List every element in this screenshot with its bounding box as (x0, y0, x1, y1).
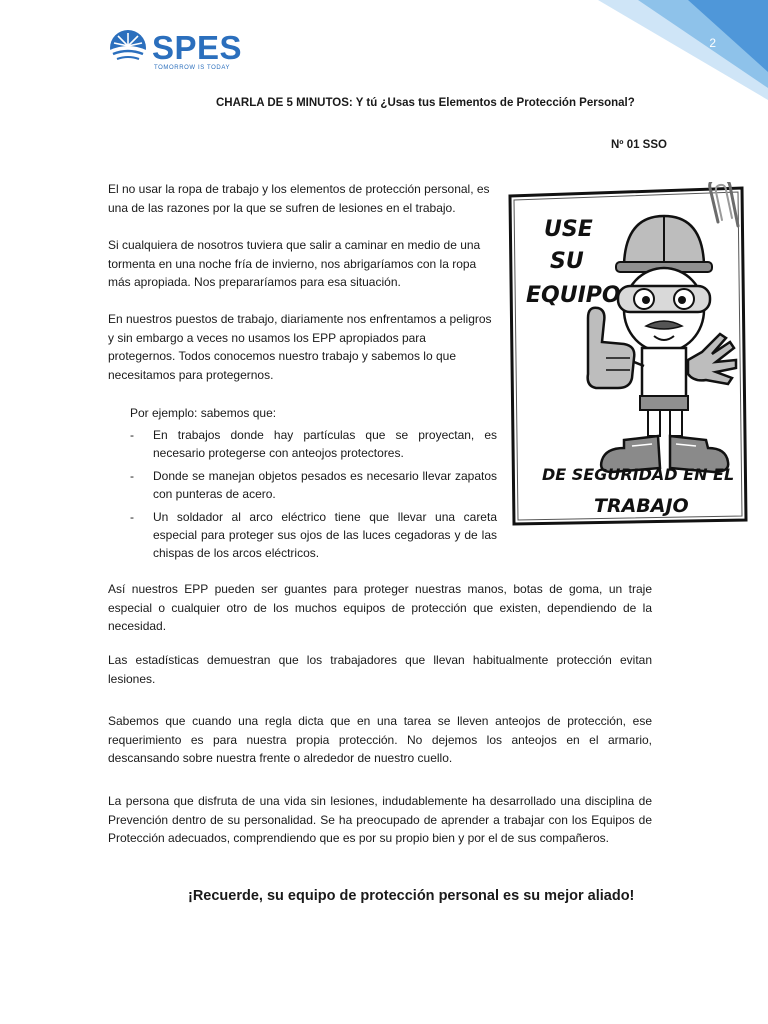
poster-text-line3: EQUIPO (526, 283, 621, 308)
example-list (130, 426, 497, 567)
sun-icon (108, 28, 148, 68)
corner-decoration (598, 0, 768, 100)
list-item: - Donde se manejan objetos pesados es necesario llevar zapatos con punteras de acero. (130, 467, 497, 503)
list-item: - En trabajos donde hay partículas que se proyectan, es necesario protegerse con anteojos protectores. (130, 426, 497, 462)
paragraph-5: Las estadísticas demuestran que los trabajadores que llevan habitualmente protección evitan lesiones. (108, 653, 652, 686)
spes-logo (108, 28, 248, 74)
page-number: 2 (709, 36, 716, 50)
paragraph-2: Si cualquiera de nosotros tuviera que salir a caminar en medio de una tormenta en una noche fría de invierno, nos abrigaríamos con la ropa más apropiada. Nos prepararíamos para esa situación. (108, 238, 481, 289)
document-title: CHARLA DE 5 MINUTOS: Y tú ¿Usas tus Elementos de Protección Personal? (216, 97, 635, 109)
logo-tagline: TOMORROW IS TODAY (154, 65, 231, 71)
poster-text-line1: USE (544, 217, 593, 242)
poster-text-line2: SU (550, 249, 584, 274)
logo-wordmark: SPES (152, 29, 243, 66)
paragraph-4: Así nuestros EPP pueden ser guantes para proteger nuestras manos, botas de goma, un traje especial o cualquier otro de los muchos equipos de protección que existen, dependiendo de la necesidad. (108, 582, 652, 633)
paragraph-1: El no usar la ropa de trabajo y los elementos de protección personal, es una de las razones por la que se sufren de lesiones en el trabajo. (108, 182, 490, 215)
paragraph-3: En nuestros puestos de trabajo, diariamente nos enfrentamos a peligros y sin embargo a veces no usamos los EPP apropiados para protegernos. Todos conocemos nuestro trabajo y sabemos lo que necesitamos para protegernos. (108, 312, 492, 382)
poster-text-line4: DE SEGURIDAD EN EL (542, 465, 735, 484)
safety-poster (506, 182, 748, 532)
paragraph-7: La persona que disfruta de una vida sin lesiones, indudablemente ha desarrollado una disciplina de Prevención dentro de su personalidad. Se ha preocupado de aprender a trabajar con los Equipos de Protección adecuados, comprendiendo que es por su propio bien y por el de sus compañeros. (108, 794, 652, 845)
document-code: Nº 01 SSO (611, 139, 667, 151)
poster-text-line5: TRABAJO (594, 495, 689, 517)
list-item: - Un soldador al arco eléctrico tiene que llevar una careta especial para proteger sus ojos de las luces cegadoras y de las chispas de los arcos eléctricos. (130, 508, 497, 562)
example-intro: Por ejemplo: sabemos que: (130, 406, 277, 420)
closing-slogan: ¡Recuerde, su equipo de protección personal es su mejor aliado! (188, 888, 635, 904)
paragraph-6: Sabemos que cuando una regla dicta que en una tarea se lleven anteojos de protección, ese requerimiento es para nuestra propia protección. No dejemos los anteojos en el armario, descansando sobre nuestra frente o alrededor de nuestro cuello. (108, 714, 652, 765)
